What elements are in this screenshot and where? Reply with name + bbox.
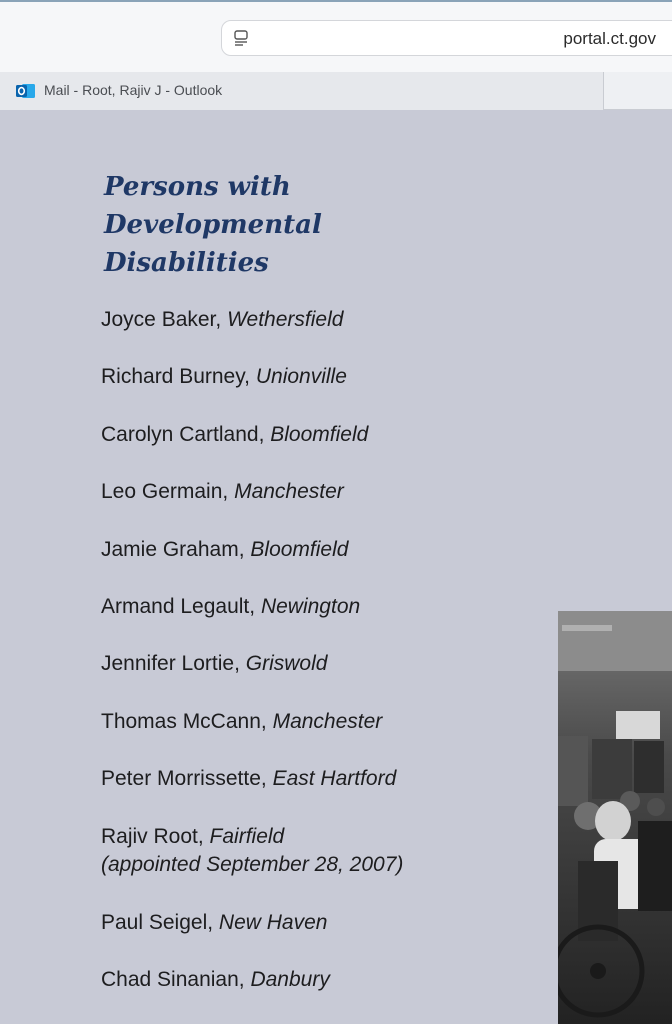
member-town: Unionville: [255, 365, 347, 389]
member-name: Leo Germain,: [101, 480, 229, 504]
list-item: [101, 823, 541, 909]
member-name: Richard Burney,: [101, 365, 251, 389]
outlook-icon: [16, 82, 36, 100]
member-list: [101, 306, 541, 1023]
member-name: Rajiv Root,: [101, 824, 204, 848]
address-bar[interactable]: [221, 20, 672, 56]
tab-strip: [0, 72, 672, 110]
member-name: Peter Morrissette,: [101, 767, 267, 791]
list-item: [101, 909, 541, 966]
member-name: Chad Sinanian,: [101, 967, 245, 991]
member-town: Wethersfield: [227, 308, 344, 331]
appointment-note: (appointed September 28, 2007): [101, 852, 404, 876]
title-line: Persons with: [104, 172, 291, 202]
page-title: [104, 168, 404, 282]
list-item: [101, 363, 541, 420]
member-name: Jamie Graham,: [101, 537, 245, 561]
member-town: New Haven: [218, 910, 328, 934]
member-town: Bloomfield: [270, 422, 369, 446]
member-town: Manchester: [272, 709, 383, 733]
member-town: Fairfield: [209, 824, 285, 848]
list-item: [101, 708, 541, 765]
title-line: Developmental: [104, 210, 322, 240]
list-item: [101, 966, 541, 1023]
member-name: Joyce Baker,: [101, 308, 222, 331]
member-town: Danbury: [250, 967, 330, 991]
list-item: [101, 306, 541, 363]
member-name: Paul Seigel,: [101, 910, 214, 934]
tab-title: Mail - Root, Rajiv J - Outlook: [44, 82, 223, 98]
member-town: Bloomfield: [250, 537, 349, 561]
member-town: Newington: [260, 594, 361, 618]
member-name: Jennifer Lortie,: [101, 652, 240, 676]
list-item: [101, 650, 541, 707]
member-name: Carolyn Cartland,: [101, 422, 265, 446]
list-item: [101, 421, 541, 478]
list-item: [101, 593, 541, 650]
list-item: [101, 536, 541, 593]
url-text[interactable]: portal.ct.gov: [563, 29, 656, 48]
member-town: Manchester: [234, 480, 344, 504]
title-line: Disabilities: [104, 248, 269, 278]
list-item: [101, 765, 541, 822]
page-info-icon[interactable]: [234, 30, 248, 46]
member-town: East Hartford: [272, 767, 397, 791]
browser-toolbar: [0, 0, 672, 72]
member-town: Griswold: [245, 652, 328, 676]
member-name: Thomas McCann,: [101, 709, 267, 733]
meeting-photo-image: [558, 611, 672, 1024]
member-name: Armand Legault,: [101, 594, 256, 618]
meeting-photo: [558, 611, 672, 1024]
list-item: [101, 478, 541, 535]
tab-outlook-mail[interactable]: [0, 72, 604, 110]
